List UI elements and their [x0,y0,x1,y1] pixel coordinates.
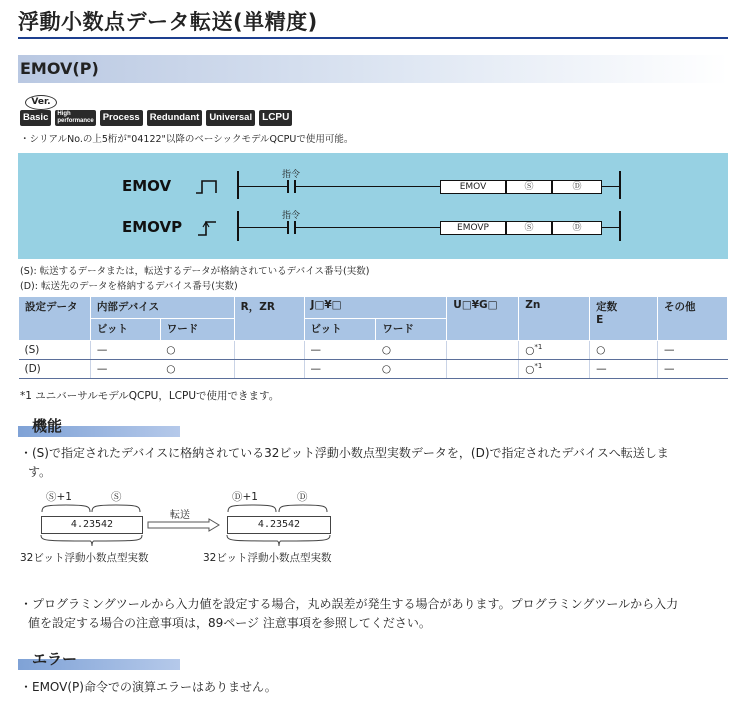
rung-line [296,186,440,187]
dst-low-label: Ⓓ [297,491,308,503]
zn-value: ○ [525,363,535,376]
table-cell [447,360,519,379]
col-j-bit: ビット [304,319,376,341]
dst-brace [226,534,332,548]
rung-line [602,186,620,187]
dst-value-cell: 4.23542 [227,516,331,534]
col-u-g: U□¥G□ [447,297,519,341]
rung-line [239,186,287,187]
error-heading [18,648,180,670]
function-text-line: す。 [28,465,52,479]
table-footnote: *1 ユニバーサルモデルQCPU，LCPUで使用できます。 [20,390,280,402]
always-on-icon [196,179,218,195]
badge-lcpu: LCPU [259,110,292,126]
zn-footnote-mark: *1 [534,362,543,371]
transfer-diagram [0,485,746,570]
right-bus-bar [619,211,621,241]
right-bus-bar [619,171,621,199]
col-constant [590,297,658,341]
rounding-note [20,595,730,633]
src-caption: 32ビット浮動小数点型実数 [20,552,149,564]
source-operand-box: Ⓢ [506,180,552,194]
table-cell: ○ [376,360,447,379]
src-brackets [40,503,142,513]
ladder-cmd-emovp: EMOVP [122,218,183,236]
col-constant-label: 定数 [596,301,618,313]
col-zn: Zn [519,297,590,341]
table-cell [234,341,304,360]
table-cell: ○ [160,360,234,379]
rung-line [602,227,620,228]
version-badge: Ver. [25,95,57,110]
left-bus-bar [237,171,239,199]
contact-icon [287,180,289,193]
contact-icon [287,221,289,234]
ladder-cmd-emov: EMOV [122,177,172,195]
instruction-box: EMOV [440,180,506,194]
table-cell: — [658,341,728,360]
table-row [19,360,728,379]
col-j-word: ワード [376,319,447,341]
src-value-cell: 4.23542 [41,516,143,534]
operand-note-s: (S): 転送するデータまたは，転送するデータが格納されているデバイス番号(実数) [20,266,370,277]
instruction-name: EMOV(P) [20,59,99,78]
src-low-label: Ⓢ [111,491,122,503]
device-table [18,296,728,379]
rung-line [239,227,287,228]
function-description [20,444,730,482]
table-cell [234,360,304,379]
badge-basic: Basic [20,110,51,126]
contact-label: 指令 [282,211,301,221]
col-constant-e: E [596,314,604,326]
table-cell: ○ [590,341,658,360]
function-heading [18,415,180,437]
badge-universal: Universal [206,110,255,126]
operand-note-d: (D): 転送先のデータを格納するデバイス番号(実数) [20,281,238,292]
col-r-zr: R，ZR [234,297,304,341]
src-high-label: Ⓢ+1 [46,491,72,503]
ladder-diagram [18,153,728,259]
row-name: (D) [19,360,91,379]
error-heading-label: エラー [32,650,78,668]
note-text-line: ・プログラミングツールから入力値を設定する場合，丸め誤差が発生する場合があります。プログラミングツールから入力 [20,597,679,611]
dst-brackets [226,503,330,513]
table-cell: — [304,341,376,360]
title-underline [18,37,728,39]
dst-caption: 32ビット浮動小数点型実数 [203,552,332,564]
badge-redundant: Redundant [147,110,203,126]
page-title: 浮動小数点データ転送(単精度) [18,10,318,34]
transfer-label: 転送 [170,510,190,521]
table-cell: — [90,360,160,379]
badge-performance-label: performance [57,118,94,124]
src-brace [40,534,144,548]
col-other: その他 [658,297,728,341]
zn-footnote-mark: *1 [534,343,543,352]
dst-high-label: Ⓓ+1 [232,491,258,503]
table-cell: ○ [160,341,234,360]
contact-label: 指令 [282,170,301,180]
note-text-line: 値を設定する場合の注意事項は，89ページ 注意事項を参照してください。 [28,616,431,630]
table-cell: — [590,360,658,379]
dest-operand-box: Ⓓ [552,180,602,194]
function-heading-label: 機能 [32,417,63,435]
table-cell: — [90,341,160,360]
version-note: ・シリアルNo.の上5桁が"04122"以降のベーシックモデルQCPUで使用可能。 [20,134,354,145]
table-row [19,341,728,360]
col-setting-data: 設定データ [19,297,91,341]
left-bus-bar [237,211,239,241]
table-cell [447,341,519,360]
table-cell: — [304,360,376,379]
badge-process: Process [100,110,143,126]
table-cell [519,360,590,379]
table-cell [519,341,590,360]
table-cell: ○ [376,341,447,360]
source-operand-box: Ⓢ [506,221,552,235]
col-j-link: J□¥□ [304,297,447,319]
cpu-badges [20,110,292,126]
col-internal-bit: ビット [90,319,160,341]
function-text-line: ・(S)で指定されたデバイスに格納されている32ビット浮動小数点型実数データを，(D)で指定されたデバイスへ転送しま [20,446,669,460]
badge-high-performance [55,110,95,126]
row-name: (S) [19,341,91,360]
col-internal-device: 内部デバイス [90,297,234,319]
dest-operand-box: Ⓓ [552,221,602,235]
rung-line [296,227,440,228]
zn-value: ○ [525,344,535,357]
error-description: ・EMOV(P)命令での演算エラーはありません。 [20,680,277,694]
col-internal-word: ワード [160,319,234,341]
badge-high-label: High [57,111,71,117]
instruction-banner [18,55,728,83]
table-cell: — [658,360,728,379]
instruction-box: EMOVP [440,221,506,235]
rising-edge-icon [198,219,218,237]
